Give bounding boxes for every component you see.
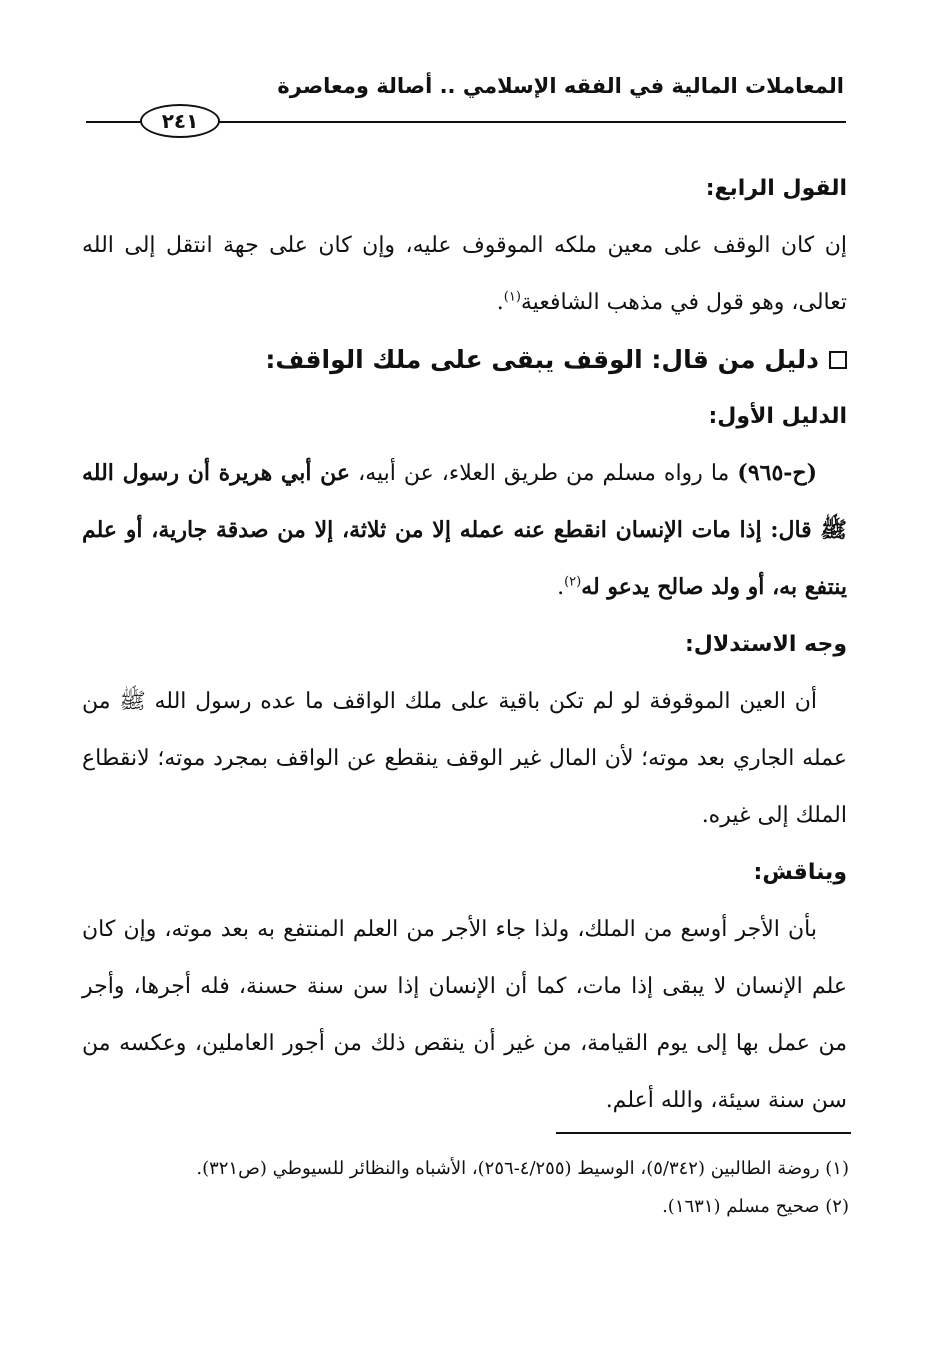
footnote-separator: [556, 1132, 851, 1134]
paragraph-fourth-opinion: [82, 217, 847, 331]
hadith-text: عن أبي هريرة أن رسول الله ﷺ قال: إذا مات الإنسان انقطع عنه عمله إلا من ثلاثة، إلا من صدقة جارية، أو علم ينتفع به، أو ولد صالح يدعو له: [82, 460, 847, 600]
footnote-1: (١) روضة الطالبين (٥/٣٤٢)، الوسيط (٤/٢٥٥-٢٥٦)، الأشباه والنظائر للسيوطي (ص٣٢١).: [196, 1158, 849, 1179]
heading-fourth-opinion: القول الرابع:: [705, 176, 847, 201]
section-heading-text: دليل من قال: الوقف يبقى على ملك الواقف:: [265, 345, 819, 374]
footnotes: [79, 1150, 849, 1226]
paragraph-fourth-opinion-text: إن كان الوقف على معين ملكه الموقوف عليه، وإن كان على جهة انتقل إلى الله تعالى، وهو قول في مذهب الشافعية: [82, 233, 847, 315]
page-number: ٢٤١: [140, 104, 220, 138]
heading-first-evidence: الدليل الأول:: [708, 404, 847, 429]
paragraph-end-mark: .: [496, 290, 504, 315]
hadith-intro: ما رواه مسلم من طريق العلاء، عن أبيه،: [358, 461, 730, 486]
paragraph-inference: أن العين الموقوفة لو لم تكن باقية على ملك الواقف ما عده رسول الله ﷺ من عمله الجاري بعد موته؛ لأن المال غير الوقف ينقطع عن الواقف بمجرد موته؛ لانقطاع الملك إلى غيره.: [82, 689, 847, 828]
hadith-reference: (ح-٩٦٥): [737, 460, 818, 486]
main-text: [82, 160, 847, 1129]
heading-discussion: ويناقش:: [753, 860, 847, 885]
footnote-ref-1: (١): [503, 289, 521, 305]
footnote-2: (٢) صحيح مسلم (١٦٣١).: [662, 1196, 849, 1217]
hadith-end-mark: .: [557, 575, 565, 600]
footnote-ref-2: (٢): [564, 574, 582, 590]
heading-inference: وجه الاستدلال:: [684, 632, 847, 657]
square-bullet-icon: [829, 351, 847, 369]
hadith-paragraph: [82, 445, 847, 616]
paragraph-discussion: بأن الأجر أوسع من الملك، ولذا جاء الأجر من العلم المنتفع به بعد موته، وإن كان علم الإنسان لا يبقى إذا مات، كما أن الإنسان إذا سن سنة حسنة، فله أجرها، وأجر من عمل بها إلى يوم القيامة، من غير أن ينقص ذلك من أجور العاملين، وعكسه من سن سنة سيئة، والله أعلم.: [82, 917, 847, 1113]
section-heading: [82, 331, 847, 388]
running-title: المعاملات المالية في الفقه الإسلامي .. أصالة ومعاصرة: [277, 74, 844, 98]
